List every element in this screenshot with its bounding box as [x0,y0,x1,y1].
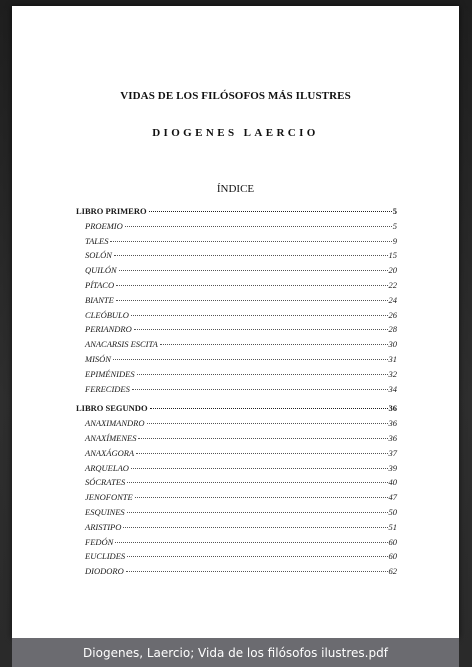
toc-entry-page-number: 37 [388,447,397,458]
toc-entry-label: QUILÓN [85,265,117,276]
toc-entry[interactable] [76,564,397,579]
toc-entry-label: PROEMIO [85,220,123,231]
toc-entry-page-number: 26 [388,309,397,320]
toc-entry-page-number: 34 [388,383,397,394]
toc-entry[interactable] [76,234,397,249]
toc-entry-page-number: 36 [388,432,397,443]
toc-entry[interactable] [76,352,397,367]
toc-book-entry-page-number: 5 [392,206,397,216]
toc-entry-page-number: 51 [388,521,397,532]
toc-heading: ÍNDICE [216,183,255,195]
table-of-contents [76,204,397,579]
toc-book-entry-label: LIBRO PRIMERO [76,206,147,216]
toc-entry-label: BIANTE [85,294,114,305]
file-name-bar [12,638,459,667]
toc-entry[interactable] [76,322,397,337]
document-author: DIOGENES LAERCIO [152,127,319,139]
toc-entry[interactable] [76,446,397,461]
toc-entry[interactable] [76,549,397,564]
toc-entry-label: SOLÓN [85,250,112,261]
toc-section [76,204,397,396]
toc-entry-page-number: 22 [388,279,397,290]
toc-book-entry-page-number: 36 [388,403,397,414]
dot-leader [127,482,387,483]
toc-book-entry-label: LIBRO SEGUNDO [76,403,148,414]
toc-entry-page-number: 15 [388,250,397,261]
dot-leader [131,315,388,316]
toc-entry[interactable] [76,219,397,234]
dot-leader [160,344,388,345]
toc-entry-page-number: 30 [388,339,397,350]
dot-leader [116,285,387,286]
dot-leader [116,300,388,301]
toc-entry-label: ANAXIMANDRO [85,418,145,429]
toc-entry-page-number: 5 [392,220,397,231]
toc-entry-page-number: 50 [388,506,397,517]
toc-section [76,401,397,579]
dot-leader [127,512,388,513]
toc-entry-label: PÍTACO [85,279,115,290]
toc-entry-label: CLEÓBULO [85,309,129,320]
toc-entry[interactable] [76,248,397,263]
dot-leader [127,556,387,557]
document-page[interactable] [12,6,459,638]
toc-entry[interactable] [76,535,397,550]
toc-entry[interactable] [76,490,397,505]
toc-entry-page-number: 32 [388,368,397,379]
toc-entry-label: ANAXÁGORA [85,447,135,458]
toc-entry-label: ARQUELAO [85,462,129,473]
toc-entry-page-number: 24 [388,294,397,305]
toc-entry[interactable] [76,382,397,397]
toc-entry-label: JENOFONTE [85,492,133,503]
toc-entry-label: DIODORO [85,566,124,577]
toc-entry[interactable] [76,263,397,278]
toc-entry[interactable] [76,505,397,520]
toc-entry-label: ANACARSIS ESCITA [85,339,158,350]
toc-book-entry[interactable] [76,204,397,219]
toc-entry-label: ESQUINES [85,506,125,517]
toc-entry-page-number: 36 [388,418,397,429]
dot-leader [137,374,388,375]
toc-entry-label: ARISTIPO [85,521,122,532]
dot-leader [138,438,387,439]
toc-entry-label: EPIMÉNIDES [85,368,135,379]
dot-leader [136,453,387,454]
toc-entry-page-number: 39 [388,462,397,473]
document-title: VIDAS DE LOS FILÓSOFOS MÁS ILUSTRES [120,90,351,102]
toc-entry[interactable] [76,278,397,293]
dot-leader [147,423,388,424]
toc-entry-page-number: 62 [388,566,397,577]
toc-entry-label: FEDÓN [85,536,114,547]
toc-entry-page-number: 31 [388,353,397,364]
toc-entry[interactable] [76,475,397,490]
dot-leader [115,542,387,543]
dot-leader [149,211,392,212]
toc-entry[interactable] [76,308,397,323]
toc-entry-page-number: 20 [388,265,397,276]
toc-entry[interactable] [76,367,397,382]
toc-entry-page-number: 60 [388,536,397,547]
toc-entry-page-number: 60 [388,551,397,562]
toc-entry[interactable] [76,461,397,476]
dot-leader [110,241,391,242]
dot-leader [114,255,388,256]
toc-entry[interactable] [76,293,397,308]
dot-leader [125,226,392,227]
dot-leader [150,408,388,409]
dot-leader [135,497,388,498]
toc-entry-page-number: 28 [388,324,397,335]
file-name-label: Diogenes, Laercio; Vida de los filósofos ilustres.pdf [83,645,388,660]
dot-leader [126,571,388,572]
toc-entry-page-number: 47 [388,492,397,503]
toc-entry-label: FERECIDES [85,383,130,394]
toc-entry[interactable] [76,520,397,535]
toc-entry[interactable] [76,416,397,431]
dot-leader [132,389,388,390]
toc-entry-label: SÓCRATES [85,477,126,488]
toc-entry-label: ANAXÍMENES [85,432,137,443]
dot-leader [134,329,388,330]
toc-book-entry[interactable] [76,401,397,416]
toc-entry-label: TALES [85,235,109,246]
toc-entry-label: MISÓN [85,353,111,364]
toc-entry-page-number: 40 [388,477,397,488]
dot-leader [119,270,388,271]
dot-leader [113,359,388,360]
toc-entry-page-number: 9 [392,235,397,246]
dot-leader [131,468,388,469]
toc-entry[interactable] [76,337,397,352]
toc-entry-label: EUCLIDES [85,551,126,562]
toc-entry-label: PERIANDRO [85,324,132,335]
dot-leader [123,527,387,528]
toc-entry[interactable] [76,431,397,446]
